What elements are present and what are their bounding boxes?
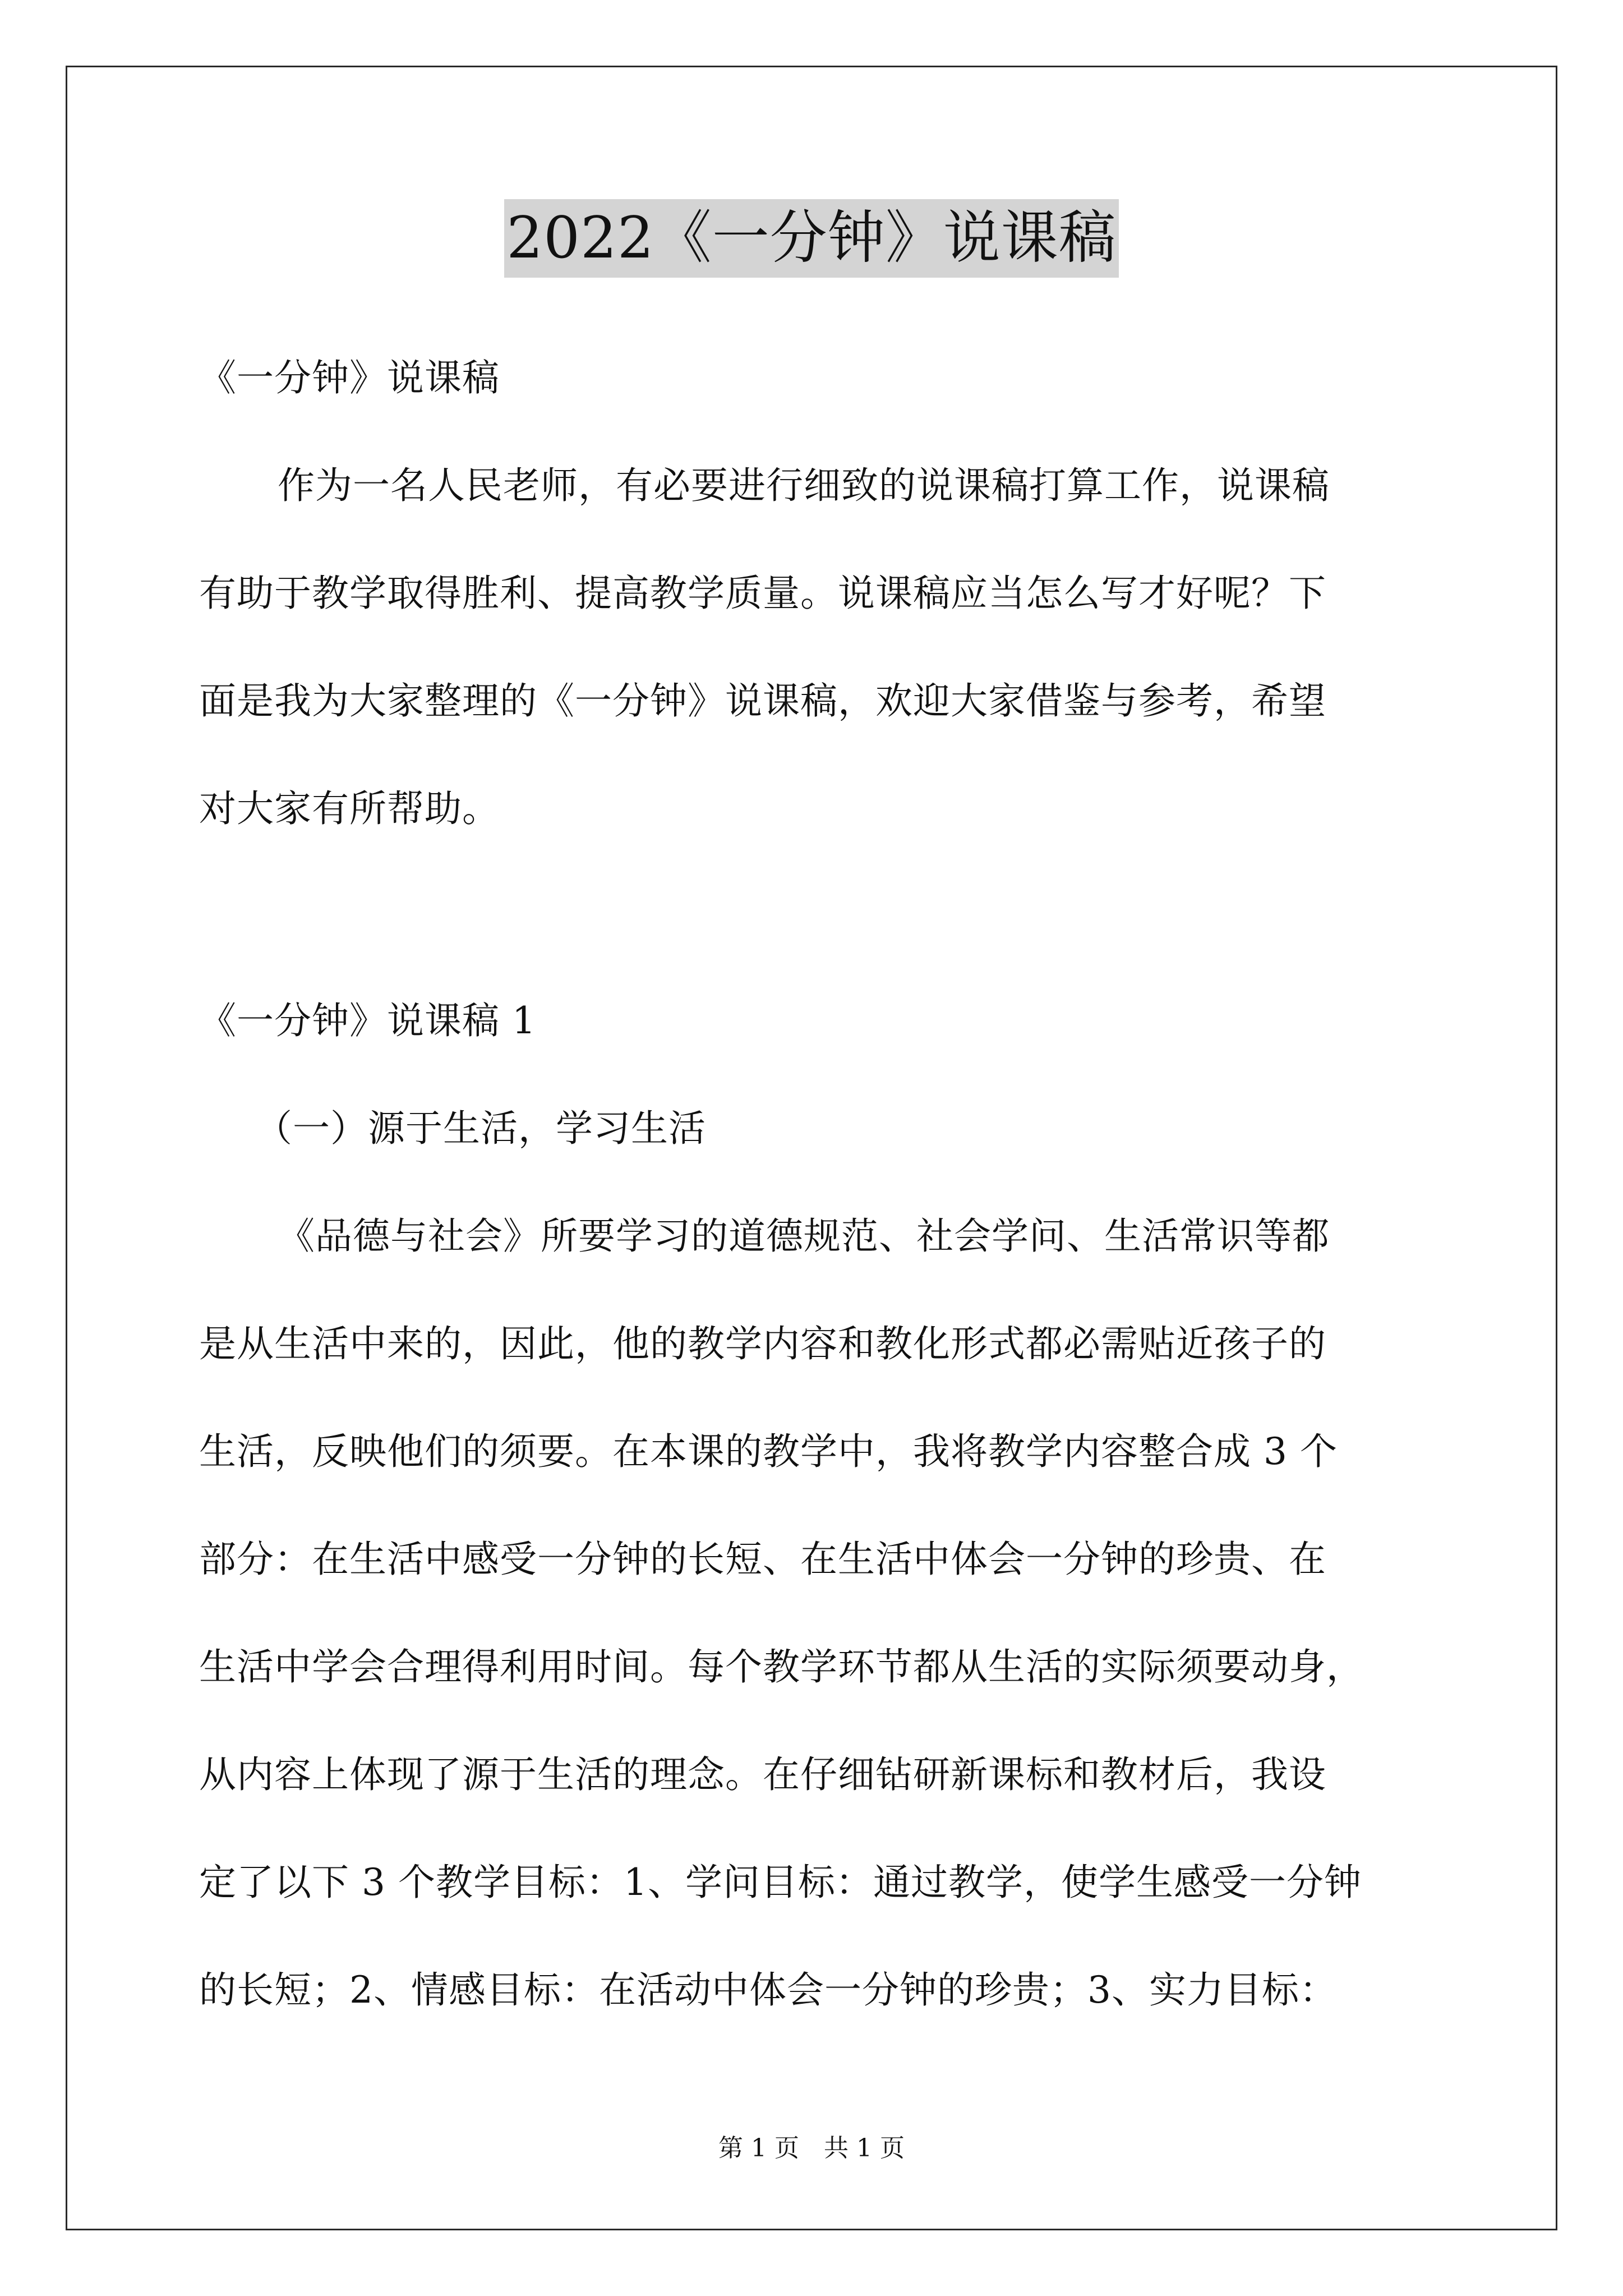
paragraph-line: 对大家有所帮助。 — [199, 787, 500, 830]
paragraph-line: 有助于教学取得胜利、提高教学质量。说课稿应当怎么写才好呢？下 — [199, 572, 1326, 615]
title-container — [0, 199, 1623, 278]
paragraph-line: 生活中学会合理得利用时间。每个教学环节都从生活的实际须要动身， — [199, 1645, 1364, 1688]
paragraph-line: 生活，反映他们的须要。在本课的教学中，我将教学内容整合成 3 个 — [199, 1430, 1338, 1473]
paragraph-line: 定了以下 3 个教学目标：1、学问目标：通过教学，使学生感受一分钟 — [199, 1861, 1362, 1904]
paragraph-line: 部分：在生活中感受一分钟的长短、在生活中体会一分钟的珍贵、在 — [199, 1538, 1326, 1581]
subtitle-line: 《一分钟》说课稿 — [199, 356, 500, 399]
page-footer: 第 1 页 共 1 页 — [718, 2134, 905, 2162]
paragraph-line: 是从生活中来的，因此，他的教学内容和教化形式都必需贴近孩子的 — [199, 1322, 1326, 1365]
paragraph-line: 《品德与社会》所要学习的道德规范、社会学问、生活常识等都 — [278, 1214, 1330, 1258]
subsection-heading: （一）源于生活，学习生活 — [255, 1107, 706, 1150]
paragraph-line: 面是我为大家整理的《一分钟》说课稿，欢迎大家借鉴与参考，希望 — [199, 679, 1326, 723]
paragraph-line: 从内容上体现了源于生活的理念。在仔细钻研新课标和教材后，我设 — [199, 1753, 1326, 1796]
section-heading: 《一分钟》说课稿 1 — [199, 999, 536, 1042]
document-title: 2022《一分钟》说课稿 — [504, 199, 1119, 278]
paragraph-line: 的长短；2、情感目标：在活动中体会一分钟的珍贵；3、实力目标： — [199, 1968, 1337, 2012]
paragraph-line: 作为一名人民老师，有必要进行细致的说课稿打算工作，说课稿 — [278, 464, 1330, 507]
